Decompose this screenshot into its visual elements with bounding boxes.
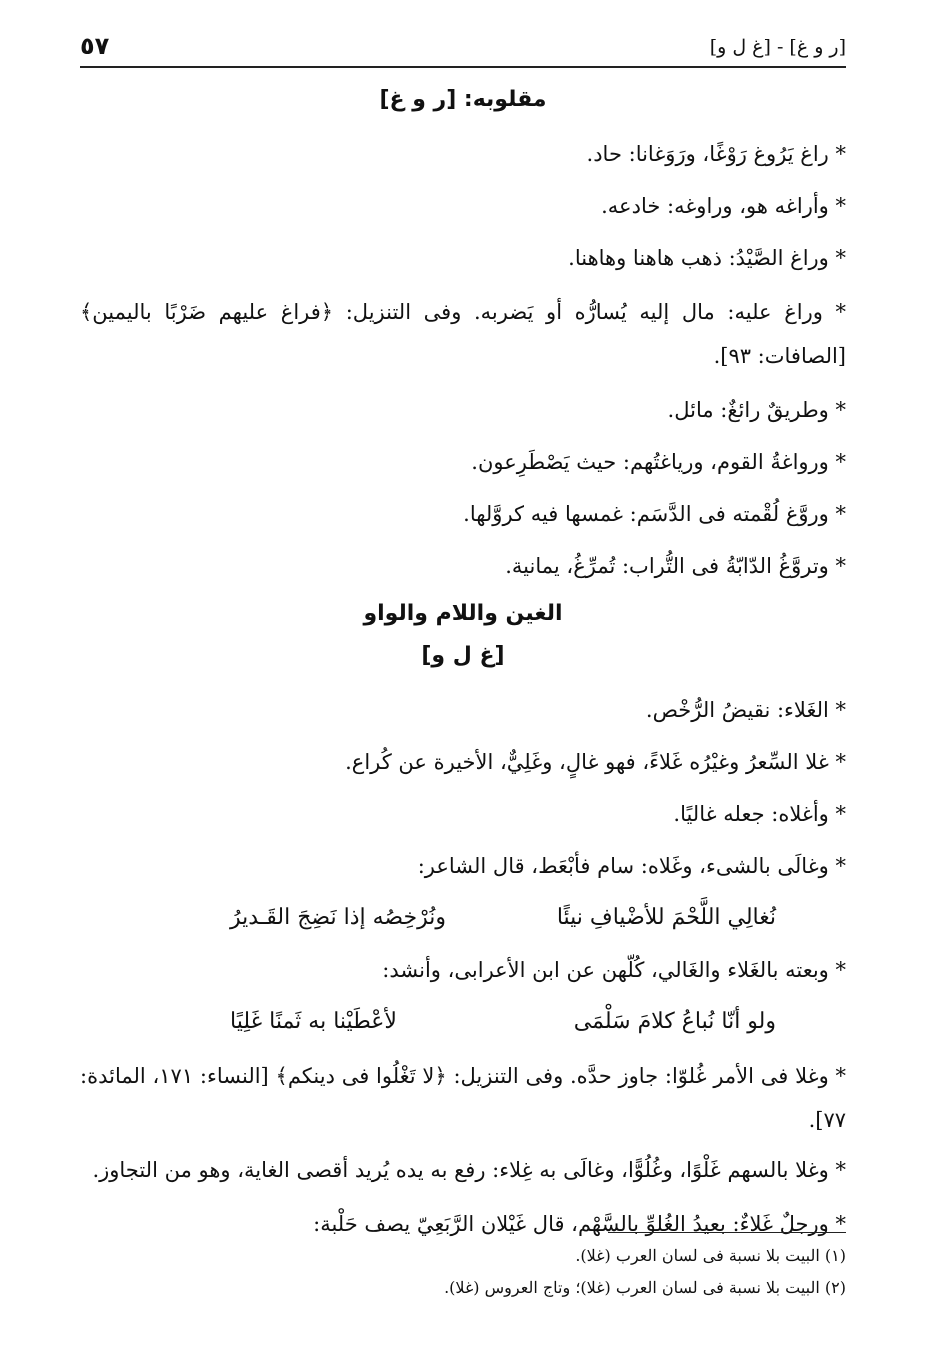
poem-first-hemistich: نُغالِي اللَّحْمَ للأضْيافِ نيئًا [556, 905, 776, 930]
entry: * وتروَّغُ الدّابّةُ فى التُّراب: تُمرِّغُ، يمانية. [505, 554, 846, 578]
entry: * وغلا بالسهم غَلْوًا، وغُلُوًّا، وغالَى به غِلاء: رفع به يده يُريد أقصى الغاية، وهو من التجاوز. [92, 1158, 846, 1182]
section-heading-inverted-root: مقلوبه: [ر و غ] [379, 87, 547, 112]
running-head: [ر و غ] - [غ ل و] [709, 36, 846, 58]
entry: * وغلا فى الأمر غُلوّا: جاوز حدَّه. وفى التنزيل: ﴿لا تَغْلُوا فى دينكم﴾ [النساء: ١٧١، المائدة: ٧٧]. [80, 1064, 847, 1132]
entry: * ورواغةُ القوم، ورياغتُهم: حيث يَصْطَرِعون. [471, 450, 846, 474]
poem-first-hemistich: ولو أنّا نُباعُ كلامَ سَلْمَى [573, 1009, 776, 1034]
entry: * وطريقٌ رائغٌ: مائل. [667, 398, 846, 422]
entry: * وراغ عليه: مال إليه يُسارُّه أو يَضربه. وفى التنزيل: ﴿فراغ عليهم ضَرْبًا باليمين﴾ [الصافات: ٩٣]. [80, 300, 846, 368]
root-heading: [غ ل و] [421, 643, 505, 668]
entry: * وغالَى بالشىء، وغَلاه: سام فأبْعَط، قال الشاعر: [417, 854, 846, 878]
entry: * وروَّغ لُقْمته فى الدَّسَم: غمسها فيه كروَّلها. [463, 502, 846, 526]
footnote: (٢) البيت بلا نسبة فى لسان العرب (غلا)؛ وتاج العروس (غلا). [444, 1278, 846, 1297]
entry: * راغ يَرُوغ رَوْغًا، ورَوَغانا: حاد. [586, 142, 846, 166]
entry: * وبعته بالغَلاء والغَالي، كُلّهن عن ابن الأعرابى، وأنشد: [382, 958, 846, 982]
main-text [80, 78, 846, 1250]
entry: * وراغ الصَّيْدُ: ذهب هاهنا وهاهنا. [568, 246, 846, 270]
entry: * وأراغه هو، وراوغه: خادعه. [601, 194, 846, 218]
entry: * الغَلاء: نقيضُ الرُّخْص. [645, 698, 846, 722]
footnote-divider [608, 1232, 846, 1233]
entry: * ورجلٌ غَلاءٌ: بعيدُ الغُلوِّ بالسَّهْم، قال غَيْلان الرَّبَعِيّ يصف حَلْبة: [313, 1212, 846, 1236]
entry: * وأغلاه: جعله غاليًا. [673, 802, 846, 826]
footnote: (١) البيت بلا نسبة فى لسان العرب (غلا). [575, 1246, 846, 1265]
poem-second-hemistich: لأعْطَيْنا به ثَمنًا غَلِيًا [230, 1009, 397, 1034]
chapter-heading: الغين واللام والواو [363, 601, 563, 626]
poem-second-hemistich: ونُرْخِصُه إذا نَضِجَ القَـديرُ [230, 905, 446, 930]
footnotes [80, 1240, 846, 1304]
page-number: ٥٧ [80, 32, 110, 60]
entry: * غلا السِّعرُ وغيْرُه غَلاءً، فهو غالٍ، وغَلِيٌّ، الأخيرة عن كُراع. [345, 750, 846, 774]
poem-verse [80, 892, 846, 944]
poem-verse [80, 996, 846, 1048]
page-header [80, 26, 846, 68]
